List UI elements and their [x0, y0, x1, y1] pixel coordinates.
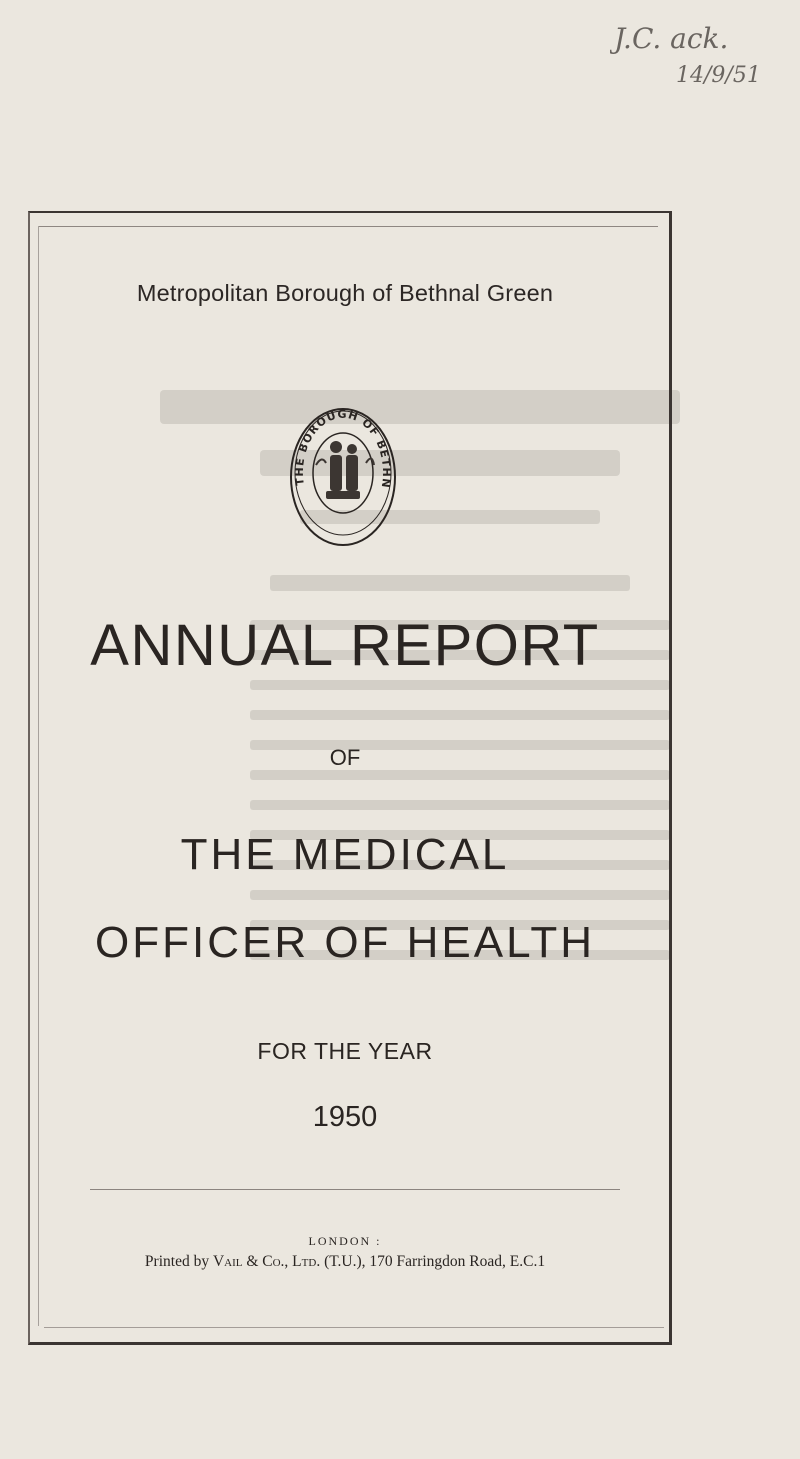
report-of: OF [329, 745, 361, 770]
seal-text: THE BOROUGH OF BETHN [292, 407, 394, 490]
borough-name: Metropolitan Borough of Bethnal Green [136, 280, 554, 306]
handwriting-strokes [610, 20, 800, 90]
divider [90, 1189, 620, 1190]
frame-inner-left-rule [38, 226, 39, 1326]
publication-place: LONDON : [308, 1234, 382, 1248]
report-subtitle-line2: OFFICER OF HEALTH [95, 918, 595, 967]
cover-frame [28, 211, 672, 1345]
handwritten-initials: J.C. ack. [614, 22, 729, 55]
printer-prefix: Printed by [144, 1253, 213, 1270]
report-year: 1950 [312, 1101, 378, 1133]
borough-seal-icon [286, 385, 400, 549]
printer-imprint [40, 1253, 650, 1271]
report-subtitle-line1: THE MEDICAL [180, 830, 510, 879]
for-the-year-label: FOR THE YEAR [257, 1038, 433, 1064]
report-title: ANNUAL REPORT [90, 613, 600, 678]
handwritten-annotation [610, 20, 800, 90]
frame-inner-top-rule [38, 226, 658, 227]
frame-inner-bottom-rule [44, 1327, 664, 1328]
printer-firm: Vail & Co., Ltd. [212, 1253, 321, 1270]
printer-address: (T.U.), 170 Farringdon Road, E.C.1 [320, 1253, 546, 1270]
handwritten-date: 14/9/51 [676, 63, 761, 88]
